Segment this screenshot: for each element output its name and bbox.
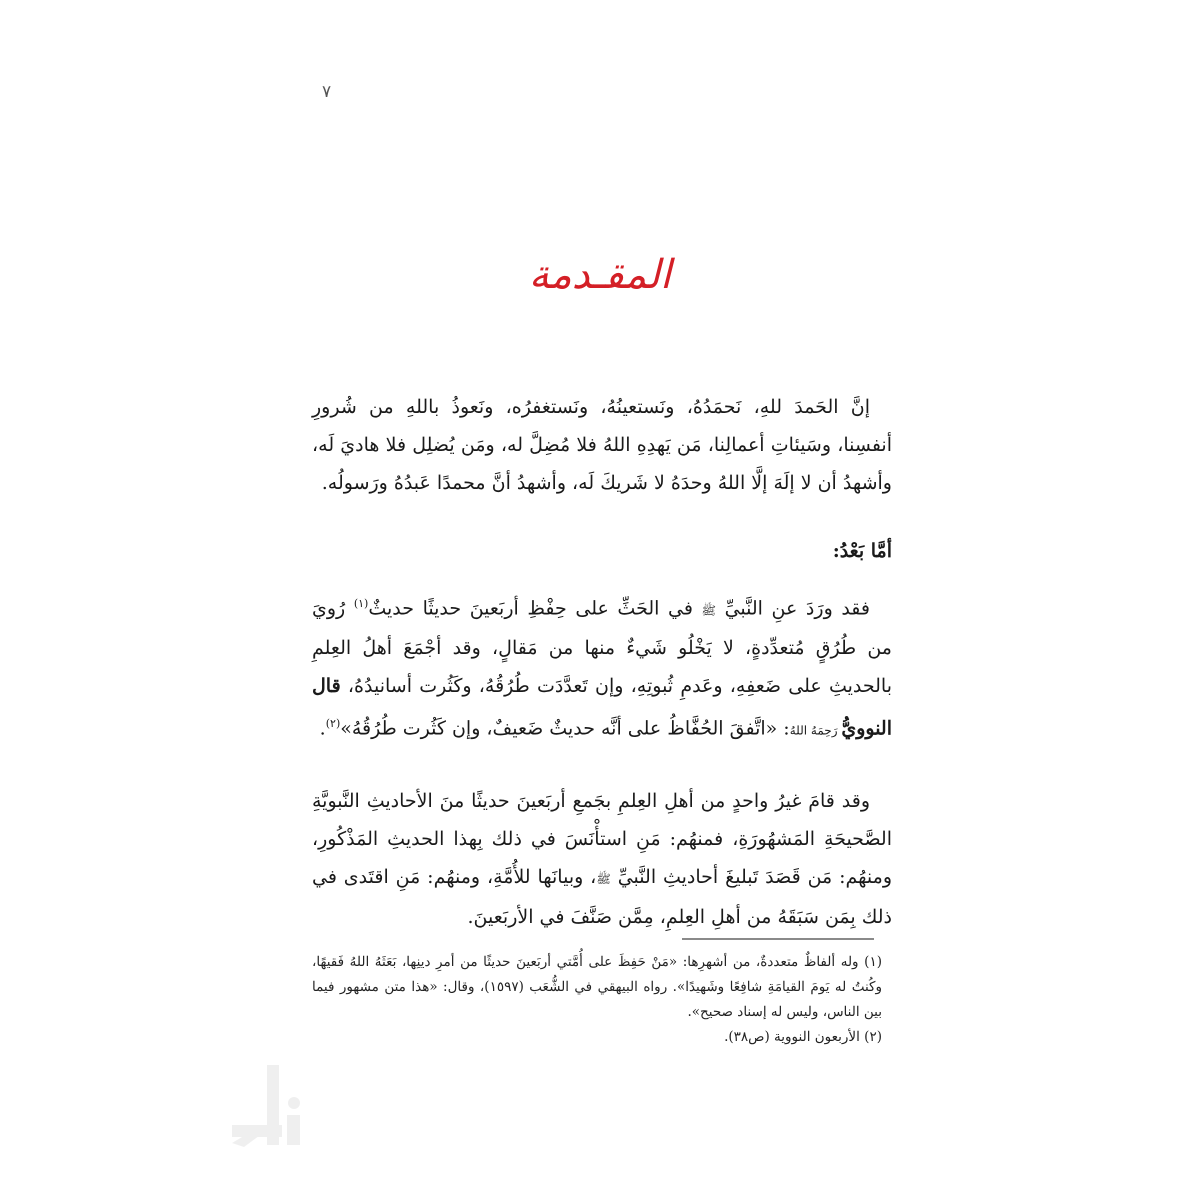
paragraph-hadith-forty <box>312 585 892 750</box>
page-number: ٧ <box>322 82 332 102</box>
footnote-2 <box>312 1025 882 1050</box>
footnote-text: وله ألفاظٌ متعددةٌ، من أشهرِها: «مَنْ حَفِظَ على أُمَّتي أربَعينَ حديثًا من أمرِ دينِها، بَعَثَهُ اللهُ فَقيهًا، وكُنتُ له يَومَ القيامَةِ شافِعًا وشَهيدًا». رواه البيهقي في الشُّعَب (١٥٩٧)، وقال: «هذا متن مشهور فيما بين الناس، وليس له إسناد صحيح». <box>312 954 882 1020</box>
footnote-separator <box>682 938 874 940</box>
text-run: . <box>319 717 326 740</box>
paragraph-text: إنَّ الحَمدَ للهِ، نَحمَدُهُ، ونَستعينُهُ، ونَستغفرُه، ونَعوذُ باللهِ من شُرورِ أنفسِنا، وسَيئاتِ أعمالِنا، مَن يَهدِهِ اللهُ فلا مُضِلَّ له، ومَن يُضلِل فلا هاديَ لَه، وأشهدُ أن لا إلَهَ إلَّا اللهُ وحدَهُ لا شَريكَ لَه، وأشهدُ أنَّ محمدًا عَبدُهُ ورَسولُه. <box>312 396 892 494</box>
paragraph-scholars <box>312 782 892 936</box>
paragraph-intro <box>312 388 892 502</box>
publisher-logo-watermark-icon <box>222 1055 322 1155</box>
text-run: وقد قامَ غيرُ واحدٍ من أهلِ العِلمِ بجَمعِ أربَعينَ حديثًا منَ الأحاديثِ النَّبويَّةِ الصَّحيحَةِ المَشهُورَةِ، فمنهُم: مَنِ استأْنَسَ في ذلك بِهذا الحديثِ المَذْكُورِ، ومنهُم: مَن قَصَدَ تَبليغَ أحاديثِ النَّبيِّ <box>312 790 892 888</box>
section-heading-amma-bad: أمَّا بَعْدُ: <box>832 540 892 562</box>
footnote-marker: (٢) <box>864 1029 882 1045</box>
footnote-text: الأربعون النووية (ص٣٨). <box>724 1029 860 1045</box>
paragraph-text <box>312 585 892 750</box>
text-run: في الحَثِّ على حِفْظِ أربَعينَ حديثًا حديثٌ <box>368 597 702 620</box>
text-run: فقد ورَدَ عنِ النَّبيِّ <box>716 597 870 620</box>
text-run: ، وبيانَها للأُمَّةِ، ومنهُم: مَنِ اقتَدى في ذلك بِمَن سَبَقَهُ من أهلِ العِلمِ، مِمَّن صَنَّفَ في الأربَعينَ. <box>312 866 892 928</box>
bold-attribution: قال النوويُّ <box>312 675 892 740</box>
chapter-title: المقـدمة <box>528 252 672 298</box>
footnote-1 <box>312 950 882 1025</box>
paragraph-text <box>312 782 892 936</box>
footnotes <box>312 950 882 1050</box>
footnote-ref-2[interactable]: (٢) <box>325 717 341 731</box>
footnote-marker: (١) <box>864 954 882 970</box>
text-run: رُويَ من طُرُقٍ مُتعدِّدةٍ، لا يَخْلُو شَيءٌ منها من مَقالٍ، وقد أجْمَعَ أهلُ العِلمِ بالحديثِ على ضَعفِهِ، وعَدمِ ثُبوتِهِ، وإن تَعدَّدَت طُرُقُهُ، وكَثُرت أسانيدُهُ، <box>312 597 892 698</box>
text-run: : «اتَّفقَ الحُفَّاظُ على أنَّه حديثٌ ضَعيفٌ، وإن كَثُرت طُرُقُهُ» <box>340 717 790 740</box>
honorific-glyph: رَحِمَهُ اللهُ <box>789 723 842 738</box>
honorific-glyph: ﷺ <box>596 872 611 886</box>
honorific-glyph: ﷺ <box>701 603 716 618</box>
footnote-ref-1[interactable]: (١) <box>353 597 369 610</box>
